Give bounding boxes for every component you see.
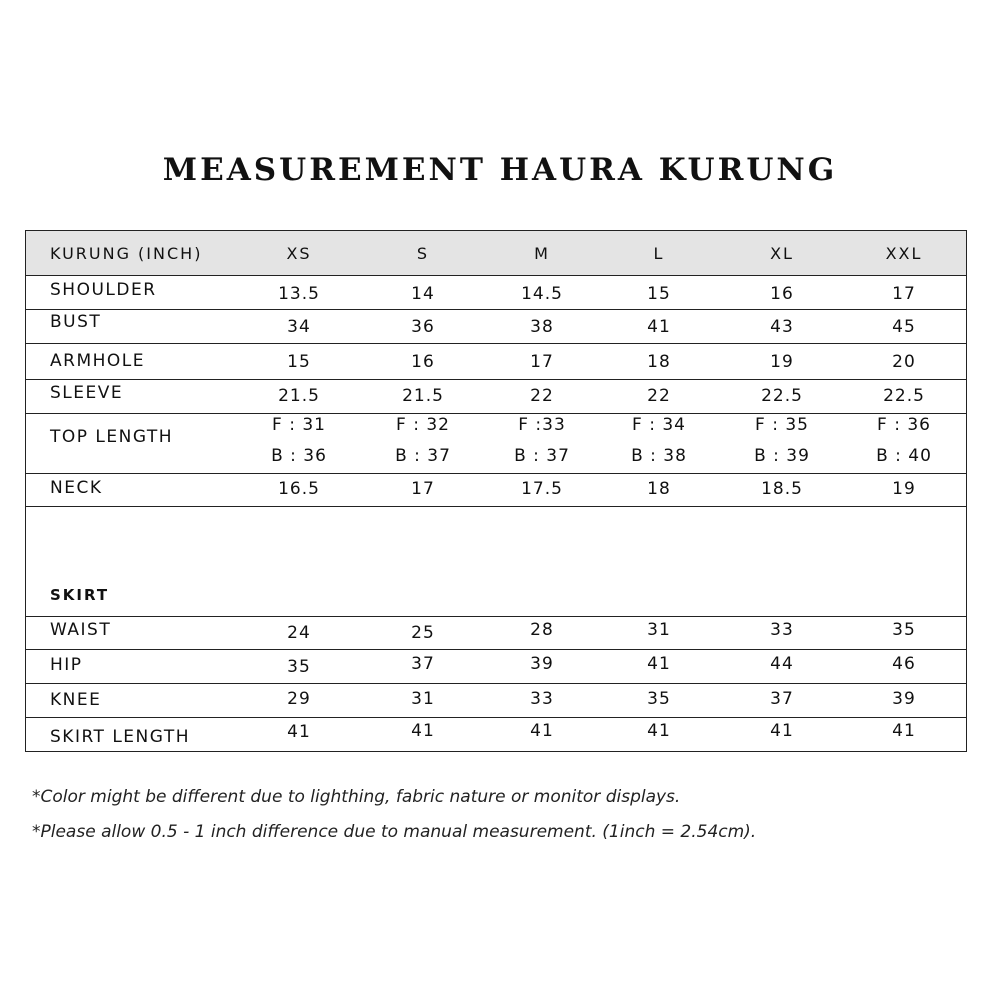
size-header-xl: XL — [770, 244, 794, 263]
size-header-l: L — [653, 244, 665, 263]
row-label: BUST — [50, 312, 102, 332]
back-value-l: B : 38 — [631, 446, 687, 466]
value-xxl: 46 — [892, 654, 916, 674]
value-m: 41 — [530, 721, 554, 741]
table-row-waist — [26, 616, 966, 650]
value-l: 35 — [647, 689, 671, 709]
row-label: SKIRT LENGTH — [50, 727, 190, 747]
value-xs: 15 — [287, 352, 311, 372]
value-xl: 44 — [770, 654, 794, 674]
value-xl: 41 — [770, 721, 794, 741]
back-value-xs: B : 36 — [271, 446, 327, 466]
value-m: 17.5 — [521, 479, 563, 499]
table-row-neck — [26, 473, 966, 507]
value-xxl: 45 — [892, 317, 916, 337]
value-m: 39 — [530, 654, 554, 674]
value-xl: 43 — [770, 317, 794, 337]
value-xxl: 17 — [892, 284, 916, 304]
size-header-s: S — [416, 244, 430, 263]
front-value-xxl: F : 36 — [877, 415, 931, 435]
footnotes — [32, 786, 756, 856]
row-label: WAIST — [50, 620, 112, 640]
row-label: HIP — [50, 655, 83, 675]
front-value-m: F :33 — [518, 415, 566, 435]
value-m: 22 — [530, 386, 554, 406]
value-xs: 35 — [287, 657, 311, 677]
value-xxl: 22.5 — [883, 386, 925, 406]
row-label: KNEE — [50, 690, 102, 710]
value-s: 16 — [411, 352, 435, 372]
back-value-xl: B : 39 — [754, 446, 810, 466]
value-l: 41 — [647, 317, 671, 337]
value-s: 25 — [411, 623, 435, 643]
value-m: 28 — [530, 620, 554, 640]
value-xxl: 41 — [892, 721, 916, 741]
note-color: *Color might be different due to lighthing, fabric nature or monitor displays. — [32, 787, 681, 807]
value-m: 33 — [530, 689, 554, 709]
value-xl: 22.5 — [761, 386, 803, 406]
value-s: 14 — [411, 284, 435, 304]
value-s: 17 — [411, 479, 435, 499]
table-row-top-length — [26, 413, 966, 474]
row-label: ARMHOLE — [50, 351, 145, 371]
value-xl: 33 — [770, 620, 794, 640]
row-label: SHOULDER — [50, 280, 157, 300]
value-xs: 34 — [287, 317, 311, 337]
page-title: MEASUREMENT HAURA KURUNG — [162, 152, 838, 188]
table-row-sleeve — [26, 379, 966, 414]
front-value-s: F : 32 — [396, 415, 450, 435]
front-value-xs: F : 31 — [272, 415, 326, 435]
value-xl: 37 — [770, 689, 794, 709]
value-s: 21.5 — [402, 386, 444, 406]
table-row-knee — [26, 683, 966, 718]
value-xs: 13.5 — [278, 284, 320, 304]
value-xl: 16 — [770, 284, 794, 304]
value-s: 36 — [411, 317, 435, 337]
note-measurement: *Please allow 0.5 - 1 inch difference due to manual measurement. (1inch = 2.54cm). — [32, 822, 757, 842]
back-value-xxl: B : 40 — [876, 446, 932, 466]
value-m: 38 — [530, 317, 554, 337]
front-value-l: F : 34 — [632, 415, 686, 435]
row-label: NECK — [50, 478, 103, 498]
skirt-section-row — [26, 506, 966, 617]
header-label: KURUNG (INCH) — [50, 244, 203, 263]
value-l: 18 — [647, 352, 671, 372]
value-xs: 24 — [287, 623, 311, 643]
table-row-skirt-length — [26, 717, 966, 751]
value-l: 41 — [647, 654, 671, 674]
table-row-armhole — [26, 343, 966, 380]
value-l: 15 — [647, 284, 671, 304]
value-s: 41 — [411, 721, 435, 741]
value-xxl: 20 — [892, 352, 916, 372]
value-xs: 21.5 — [278, 386, 320, 406]
value-m: 14.5 — [521, 284, 563, 304]
table-row-hip — [26, 649, 966, 684]
value-xl: 19 — [770, 352, 794, 372]
row-label: TOP LENGTH — [50, 427, 174, 447]
value-l: 22 — [647, 386, 671, 406]
value-xl: 18.5 — [761, 479, 803, 499]
value-l: 18 — [647, 479, 671, 499]
table-header-row — [26, 231, 966, 276]
row-label: SLEEVE — [50, 383, 124, 403]
skirt-section-label: SKIRT — [50, 586, 110, 604]
value-xs: 16.5 — [278, 479, 320, 499]
value-xxl: 39 — [892, 689, 916, 709]
size-header-m: M — [534, 244, 550, 263]
value-m: 17 — [530, 352, 554, 372]
table-row-bust — [26, 309, 966, 344]
size-chart-table — [25, 230, 967, 752]
value-s: 31 — [411, 689, 435, 709]
value-xxl: 35 — [892, 620, 916, 640]
size-header-xxl: XXL — [885, 244, 923, 263]
value-xs: 29 — [287, 689, 311, 709]
value-l: 31 — [647, 620, 671, 640]
value-xxl: 19 — [892, 479, 916, 499]
value-xs: 41 — [287, 722, 311, 742]
back-value-m: B : 37 — [514, 446, 570, 466]
value-s: 37 — [411, 654, 435, 674]
table-row-shoulder — [26, 275, 966, 310]
front-value-xl: F : 35 — [755, 415, 809, 435]
value-l: 41 — [647, 721, 671, 741]
back-value-s: B : 37 — [395, 446, 451, 466]
size-header-xs: XS — [286, 244, 312, 263]
